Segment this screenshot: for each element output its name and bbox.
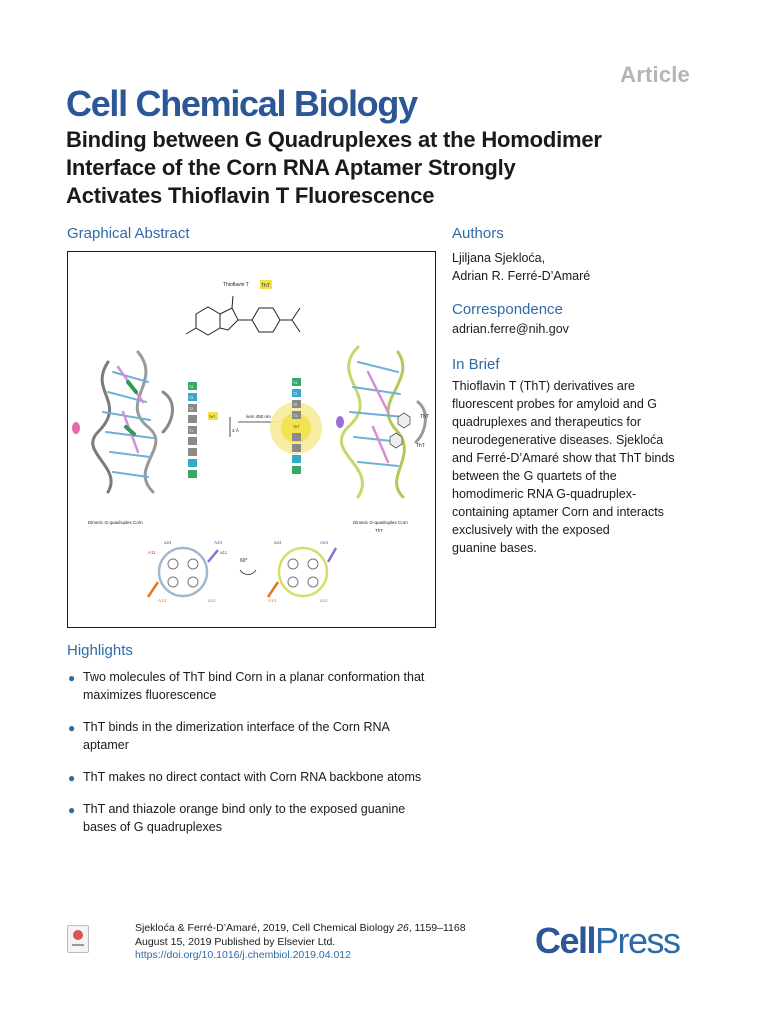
tht-label-right-2: ThT xyxy=(416,443,425,449)
right-structure-caption-sub: ThT xyxy=(375,528,384,533)
residue-A14-right: A14 xyxy=(268,598,277,603)
in-brief-line: homodimeric RNA G-quadruplex- xyxy=(452,487,637,501)
tht-structure-icon xyxy=(186,296,300,335)
highlight-line: bases of G quadruplexes xyxy=(83,820,222,834)
left-tile-ThT: ThT xyxy=(209,415,216,419)
authors-list xyxy=(452,249,590,285)
residue-A24-right: A24 xyxy=(320,540,329,545)
citation-volume: 26 xyxy=(397,922,409,934)
rotation-arrow-icon xyxy=(240,570,256,575)
bullet-icon: ● xyxy=(68,771,76,785)
highlight-line: ThT makes no direct contact with Corn RNA backbone atoms xyxy=(83,770,422,784)
publisher-cell: Cell xyxy=(535,920,596,961)
highlight-item xyxy=(67,668,447,704)
check-for-updates-badge[interactable] xyxy=(67,925,89,953)
distance-label: 3 Å xyxy=(232,428,239,433)
author-name: Adrian R. Ferré-D’Amaré xyxy=(452,269,591,283)
highlights-list xyxy=(67,668,447,850)
in-brief-line: guanine bases. xyxy=(452,541,537,555)
in-brief-text xyxy=(452,377,675,557)
article-title xyxy=(66,126,726,210)
authors-heading: Authors xyxy=(452,225,504,242)
highlight-line: Two molecules of ThT bind Corn in a planar conformation that xyxy=(83,670,425,684)
molecule-name: Thioflavin T xyxy=(223,282,249,288)
in-brief-line: Thioflavin T (ThT) derivatives are xyxy=(452,379,635,393)
in-brief-line: quadruplexes and therapeutics for xyxy=(452,415,642,429)
tht-label-right-1: ThT xyxy=(420,414,429,420)
left-ligand-marker xyxy=(72,422,80,434)
correspondence-heading: Correspondence xyxy=(452,301,563,318)
in-brief-line: containing aptamer Corn and interacts xyxy=(452,505,664,519)
residue-A24-left: A24 xyxy=(214,540,223,545)
published-line: August 15, 2019 Published by Elsevier Ltd. xyxy=(135,935,336,948)
in-brief-line: fluorescent probes for amyloid and G xyxy=(452,397,657,411)
right-quartet-view-icon xyxy=(268,548,336,597)
right-tile-T2: T2 xyxy=(293,403,298,407)
bullet-icon: ● xyxy=(68,803,76,817)
left-tile-T3: T3 xyxy=(189,396,194,400)
right-rna-structure-icon xyxy=(341,347,425,497)
highlight-line: aptamer xyxy=(83,738,129,752)
doi-link[interactable]: https://doi.org/10.1016/j.chembiol.2019.04.012 xyxy=(135,949,351,961)
title-line-2: Interface of the Corn RNA Aptamer Strongly xyxy=(66,155,516,180)
residue-a11-left: a11 xyxy=(220,550,228,555)
citation-text: Sjekloća & Ferré-D’Amaré, 2019, Cell Chemical Biology xyxy=(135,922,398,934)
rotation-angle-label: 60° xyxy=(240,558,248,564)
highlights-heading: Highlights xyxy=(67,642,133,659)
graphical-abstract-illustration xyxy=(68,252,434,626)
right-ligand-marker xyxy=(336,416,344,428)
residue-a14-right: a14 xyxy=(320,598,328,603)
right-tile-T3: T3 xyxy=(293,392,298,396)
bullet-icon: ● xyxy=(68,721,76,735)
title-line-1: Binding between G Quadruplexes at the Homodimer xyxy=(66,127,602,152)
citation-block xyxy=(135,922,466,963)
publisher-logo xyxy=(535,920,680,962)
in-brief-line: and Ferré-D’Amaré show that ThT binds xyxy=(452,451,675,465)
left-tile-T1: T1 xyxy=(189,429,194,433)
right-quartet-stack xyxy=(292,378,301,474)
emission-label: λem 450 nm xyxy=(246,414,271,419)
right-tile-ThT: ThT xyxy=(293,425,300,429)
graphical-abstract-heading: Graphical Abstract xyxy=(67,225,190,242)
tht-molecules-icon xyxy=(390,413,410,448)
highlight-line: ThT and thiazole orange bind only to the exposed guanine xyxy=(83,802,406,816)
residue-A14-left: A14 xyxy=(158,598,167,603)
residue-a24-right: a24 xyxy=(274,540,282,545)
bullet-icon: ● xyxy=(68,671,76,685)
left-structure-caption: Dimeric G-quadruplex Corn xyxy=(88,520,143,525)
highlight-item xyxy=(67,768,447,786)
highlight-line: maximizes fluorescence xyxy=(83,688,217,702)
right-tile-T4: T4 xyxy=(293,381,298,385)
journal-name: Cell Chemical Biology xyxy=(66,83,417,124)
in-brief-line: exclusively with the exposed xyxy=(452,523,610,537)
left-quartet-stack xyxy=(188,382,218,478)
highlight-item xyxy=(67,800,447,836)
in-brief-heading: In Brief xyxy=(452,356,500,373)
residue-a24-left: a24 xyxy=(164,540,172,545)
citation-pages: , 1159–1168 xyxy=(408,922,466,934)
citation-line xyxy=(135,922,466,936)
molecule-tag: ThT xyxy=(261,283,270,289)
title-line-3: Activates Thioflavin T Fluorescence xyxy=(66,183,435,208)
left-tile-T4: T4 xyxy=(189,385,194,389)
right-tile-T1: T1 xyxy=(293,414,298,418)
left-quartet-view-icon xyxy=(148,548,218,597)
publisher-press: Press xyxy=(595,920,680,961)
highlight-item xyxy=(67,718,447,754)
graphical-abstract-figure xyxy=(67,251,436,628)
in-brief-line: between the G quartets of the xyxy=(452,469,617,483)
residue-A11-left: A11 xyxy=(148,550,156,555)
in-brief-line: neurodegenerative diseases. Sjekloća xyxy=(452,433,664,447)
residue-a14-left: a14 xyxy=(208,598,216,603)
author-name: Ljiljana Sjekloća, xyxy=(452,251,546,265)
article-type-label: Article xyxy=(620,62,690,87)
highlight-line: ThT binds in the dimerization interface of the Corn RNA xyxy=(83,720,390,734)
left-rna-structure-icon xyxy=(93,352,173,492)
correspondence-email[interactable]: adrian.ferre@nih.gov xyxy=(452,322,569,336)
left-tile-T2: T2 xyxy=(189,407,194,411)
check-for-updates-icon xyxy=(68,926,88,952)
right-structure-caption: Dimeric G-quadruplex Corn xyxy=(353,520,408,525)
